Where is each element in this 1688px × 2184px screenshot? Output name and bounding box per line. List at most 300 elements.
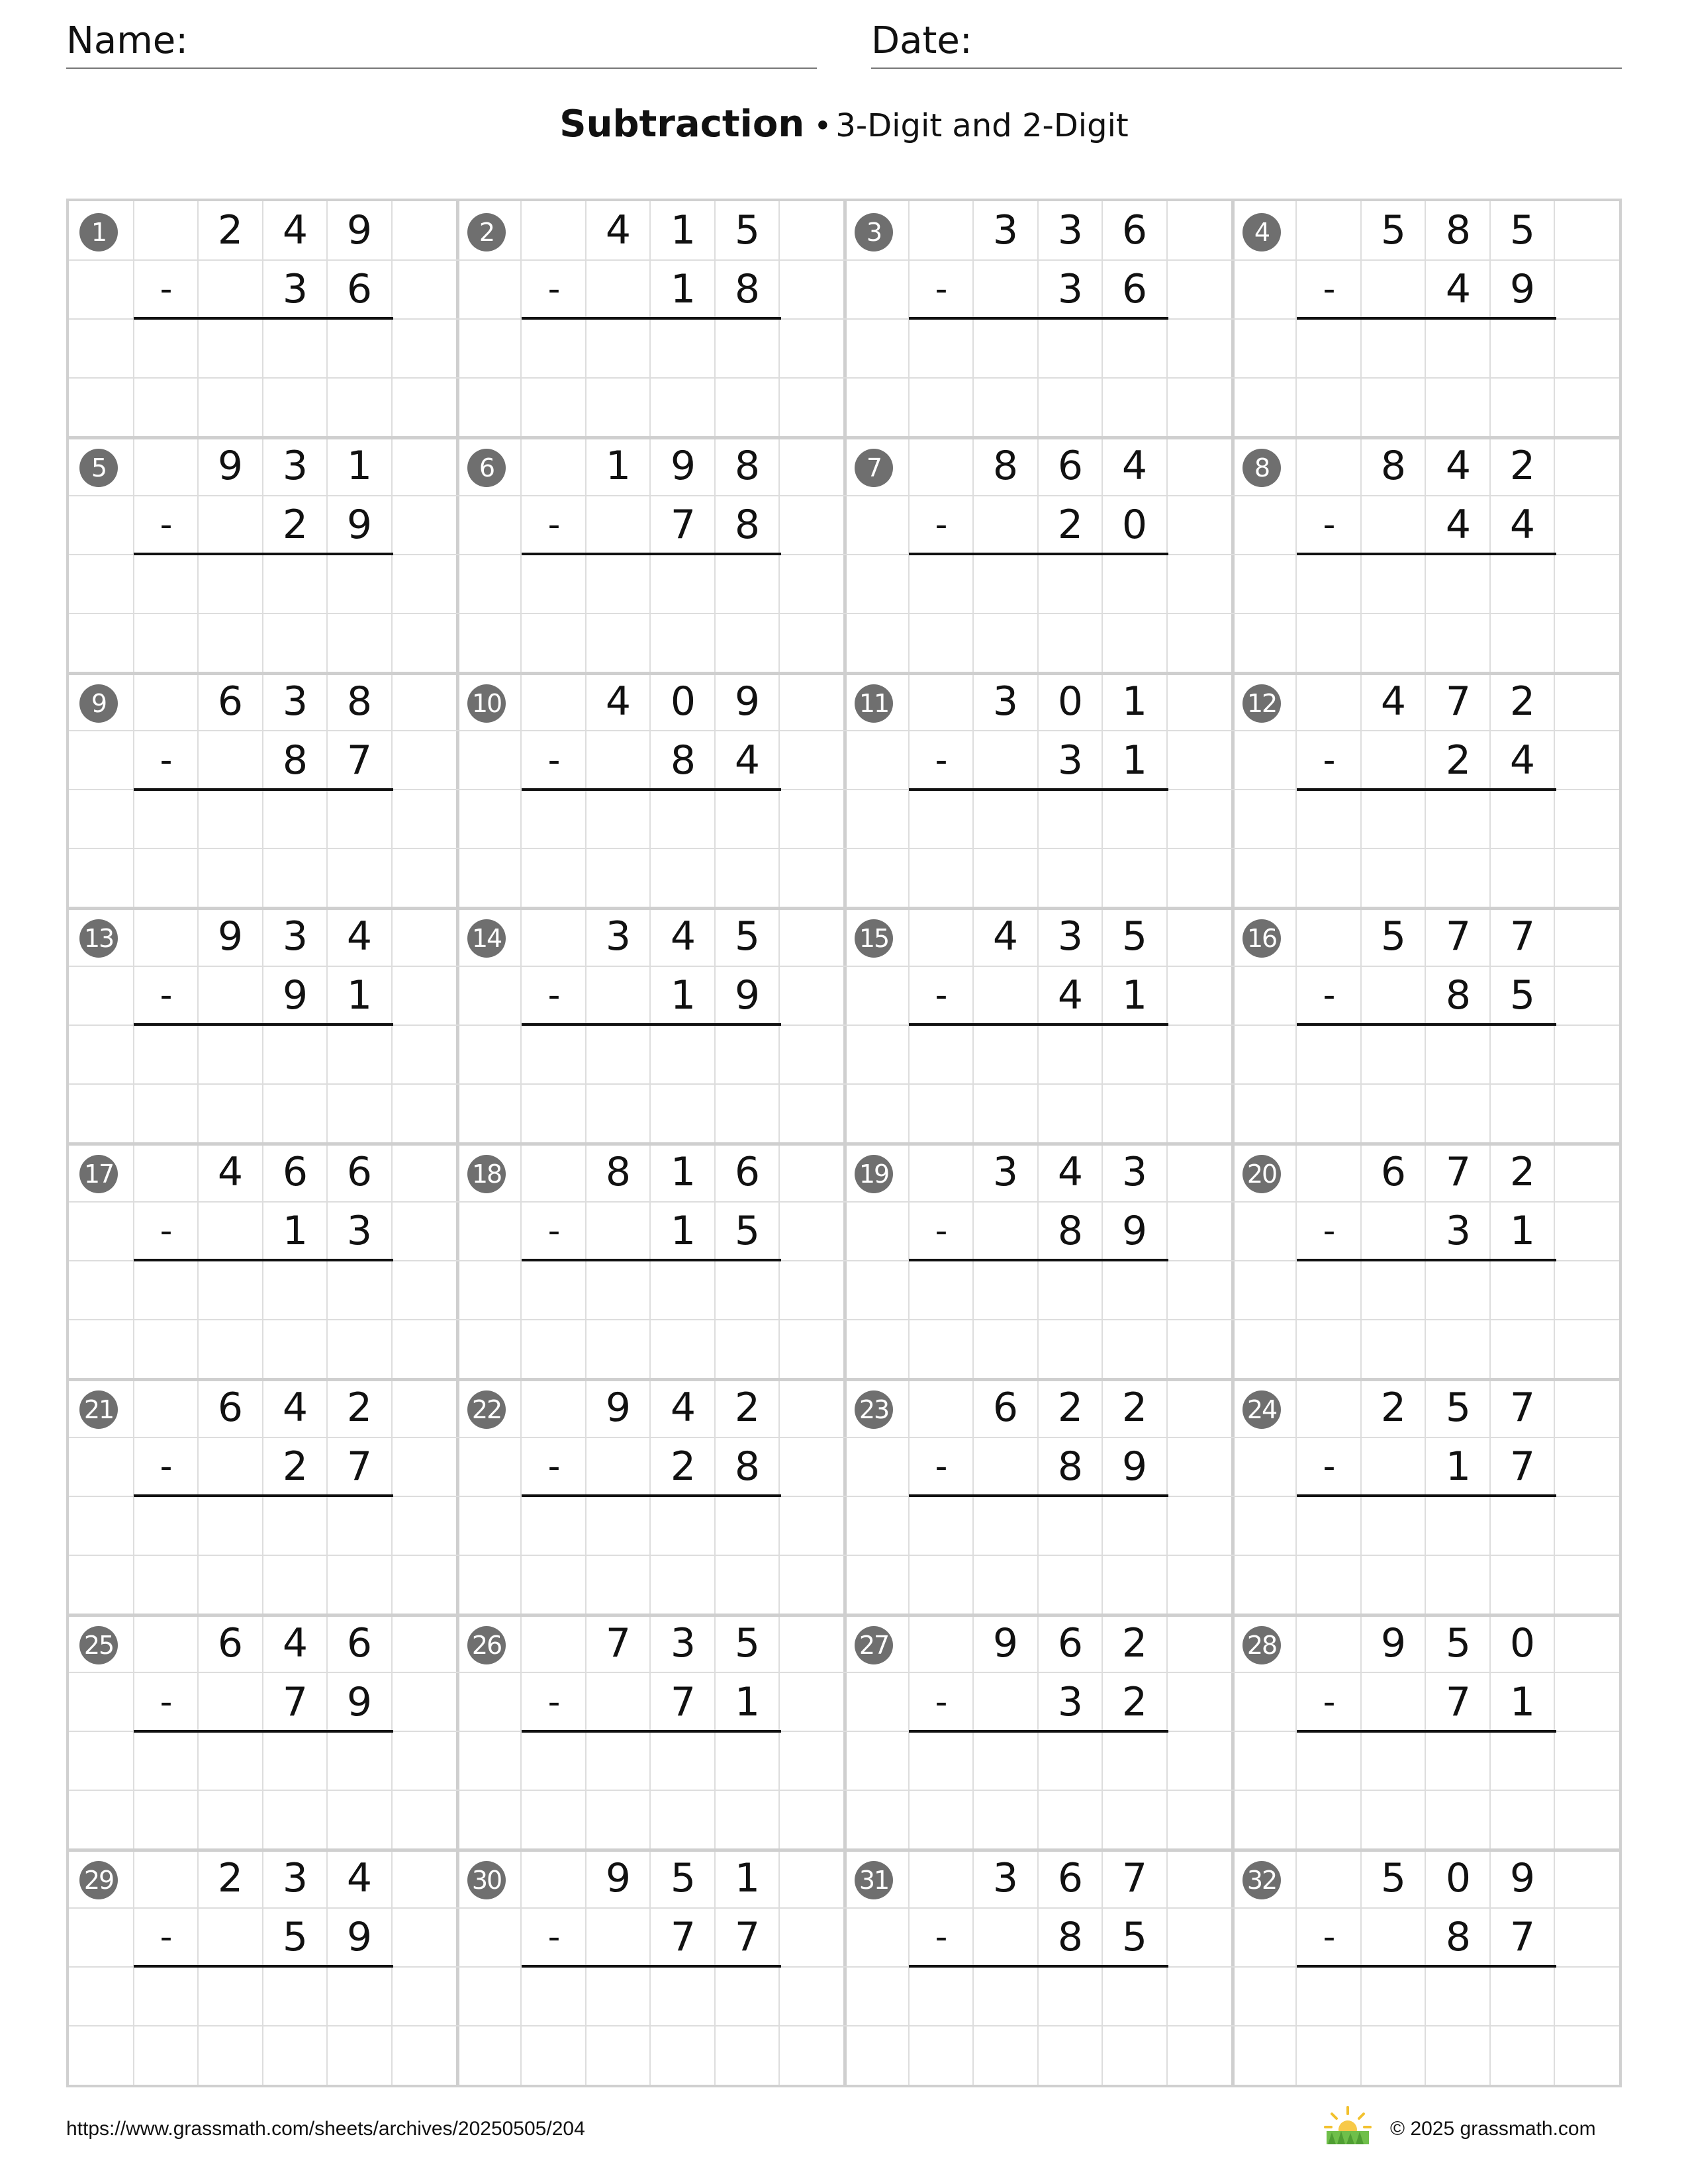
subtrahend-digit: 7	[1445, 1679, 1472, 1725]
answer-area[interactable]	[522, 555, 780, 670]
minuend-digit: 8	[992, 443, 1019, 489]
subtrahend-digit: 1	[734, 1679, 761, 1725]
answer-area[interactable]	[134, 555, 392, 670]
minuend-digit: 4	[605, 207, 632, 253]
problem-number-badge: 31	[855, 1861, 893, 1899]
minuend-digit: 9	[217, 443, 244, 489]
minus-sign: -	[160, 741, 173, 780]
minuend-digit: 6	[217, 678, 244, 725]
problem-grid	[66, 199, 1622, 2087]
subtrahend-digit: 9	[734, 972, 761, 1019]
minuend-digit: 3	[670, 1620, 696, 1666]
answer-area[interactable]	[1297, 1496, 1555, 1612]
subtraction-problem	[457, 1143, 846, 1379]
minuend-digit: 2	[734, 1385, 761, 1431]
minuend-digit: 4	[346, 913, 373, 960]
subtrahend-digit: 8	[1057, 1208, 1084, 1254]
minuend-digit: 2	[346, 1385, 373, 1431]
minuend-digit: 2	[1057, 1385, 1084, 1431]
subtrahend-digit: 3	[1057, 266, 1084, 312]
answer-area[interactable]	[134, 1261, 392, 1376]
subtraction-problem	[1232, 1143, 1621, 1379]
subtraction-problem	[844, 1143, 1233, 1379]
problem-number-badge: 11	[855, 684, 893, 723]
subtraction-problem	[1232, 672, 1621, 908]
subtraction-problem	[1232, 201, 1621, 437]
subtraction-problem	[457, 1614, 846, 1850]
subtrahend-digit: 0	[1121, 502, 1148, 548]
minuend-digit: 4	[1445, 443, 1472, 489]
minuend-digit: 2	[217, 207, 244, 253]
subtrahend-digit: 4	[1509, 737, 1536, 784]
minuend-digit: 1	[734, 1855, 761, 1901]
minus-sign: -	[547, 505, 561, 545]
subtraction-problem	[1232, 1379, 1621, 1614]
subtrahend-digit: 7	[670, 502, 696, 548]
minuend-digit: 4	[1057, 1149, 1084, 1195]
minus-sign: -	[935, 505, 948, 545]
grass-sun-logo-icon	[1323, 2105, 1373, 2146]
subtrahend-digit: 4	[1057, 972, 1084, 1019]
subtraction-problem	[457, 1849, 846, 2085]
minuend-digit: 6	[1380, 1149, 1407, 1195]
minus-sign: -	[547, 1682, 561, 1722]
answer-area[interactable]	[134, 1025, 392, 1140]
subtraction-problem	[69, 437, 458, 672]
minuend-digit: 8	[1445, 207, 1472, 253]
minus-sign: -	[547, 1917, 561, 1957]
subtraction-problem	[844, 437, 1233, 672]
minuend-digit: 5	[1380, 1855, 1407, 1901]
minuend-digit: 2	[1121, 1620, 1148, 1666]
answer-area[interactable]	[1297, 555, 1555, 670]
subtrahend-digit: 2	[1121, 1679, 1148, 1725]
minuend-digit: 4	[282, 207, 308, 253]
answer-area[interactable]	[1297, 319, 1555, 434]
minuend-digit: 0	[1509, 1620, 1536, 1666]
answer-area[interactable]	[1297, 1261, 1555, 1376]
problem-number-badge: 16	[1243, 919, 1281, 958]
minuend-digit: 6	[282, 1149, 308, 1195]
minus-sign: -	[935, 1917, 948, 1957]
minuend-digit: 2	[1380, 1385, 1407, 1431]
minus-sign: -	[935, 1447, 948, 1486]
answer-area[interactable]	[134, 1496, 392, 1612]
subtraction-problem	[457, 1379, 846, 1614]
minuend-digit: 4	[282, 1385, 308, 1431]
subtraction-problem	[69, 672, 458, 908]
footer-url: https://www.grassmath.com/sheets/archives/20250505/204	[66, 2118, 585, 2140]
subtrahend-digit: 2	[282, 502, 308, 548]
subtrahend-digit: 3	[1445, 1208, 1472, 1254]
problem-number-badge: 29	[79, 1861, 118, 1899]
answer-area[interactable]	[134, 790, 392, 905]
problem-number-badge: 17	[79, 1155, 118, 1193]
minus-sign: -	[160, 976, 173, 1015]
minuend-digit: 7	[1509, 1385, 1536, 1431]
subtraction-problem	[1232, 1614, 1621, 1850]
subtrahend-digit: 9	[1121, 1443, 1148, 1490]
minus-sign: -	[547, 1447, 561, 1486]
minuend-digit: 8	[1380, 443, 1407, 489]
title-subtitle: 3-Digit and 2-Digit	[835, 107, 1129, 144]
answer-area[interactable]	[909, 1967, 1167, 2082]
date-label: Date:	[871, 19, 972, 62]
answer-area[interactable]	[909, 1732, 1167, 1847]
subtraction-problem	[69, 1849, 458, 2085]
minuend-digit: 3	[1121, 1149, 1148, 1195]
minuend-digit: 7	[1121, 1855, 1148, 1901]
subtrahend-digit: 7	[670, 1679, 696, 1725]
minuend-digit: 3	[1057, 207, 1084, 253]
minuend-digit: 0	[1445, 1855, 1472, 1901]
minuend-digit: 5	[734, 207, 761, 253]
subtrahend-digit: 7	[346, 737, 373, 784]
subtraction-problem	[844, 1379, 1233, 1614]
subtrahend-digit: 9	[1121, 1208, 1148, 1254]
minus-sign: -	[1323, 1682, 1336, 1722]
minuend-digit: 9	[605, 1855, 632, 1901]
minuend-digit: 6	[346, 1149, 373, 1195]
minuend-digit: 5	[670, 1855, 696, 1901]
minuend-digit: 8	[605, 1149, 632, 1195]
minuend-digit: 7	[1445, 913, 1472, 960]
subtrahend-digit: 6	[1121, 266, 1148, 312]
minuend-digit: 5	[1445, 1620, 1472, 1666]
minuend-digit: 2	[217, 1855, 244, 1901]
subtrahend-digit: 3	[1057, 1679, 1084, 1725]
problem-number-badge: 13	[79, 919, 118, 958]
minuend-digit: 6	[1057, 1620, 1084, 1666]
problem-number-badge: 7	[855, 449, 893, 487]
subtrahend-digit: 8	[734, 1443, 761, 1490]
answer-area[interactable]	[522, 1967, 780, 2082]
subtrahend-digit: 1	[670, 1208, 696, 1254]
subtrahend-digit: 4	[734, 737, 761, 784]
minuend-digit: 3	[1057, 913, 1084, 960]
subtraction-problem	[69, 201, 458, 437]
answer-area[interactable]	[1297, 790, 1555, 905]
minus-sign: -	[547, 1211, 561, 1251]
minuend-digit: 2	[1121, 1385, 1148, 1431]
problem-number-badge: 19	[855, 1155, 893, 1193]
problem-number-badge: 1	[79, 213, 118, 251]
minus-sign: -	[935, 741, 948, 780]
problem-number-badge: 27	[855, 1626, 893, 1664]
problem-number-badge: 22	[467, 1390, 506, 1429]
subtrahend-digit: 8	[734, 266, 761, 312]
minuend-digit: 1	[670, 1149, 696, 1195]
subtrahend-digit: 6	[346, 266, 373, 312]
answer-area[interactable]	[134, 1732, 392, 1847]
problem-number-badge: 28	[1243, 1626, 1281, 1664]
subtrahend-digit: 1	[670, 266, 696, 312]
problem-number-badge: 4	[1243, 213, 1281, 251]
minuend-digit: 6	[217, 1385, 244, 1431]
subtraction-problem	[457, 672, 846, 908]
minuend-digit: 0	[1057, 678, 1084, 725]
minuend-digit: 3	[282, 443, 308, 489]
problem-number-badge: 20	[1243, 1155, 1281, 1193]
subtrahend-digit: 5	[1509, 972, 1536, 1019]
problem-number-badge: 24	[1243, 1390, 1281, 1429]
worksheet-title	[0, 103, 1688, 146]
answer-area[interactable]	[522, 790, 780, 905]
minuend-digit: 3	[282, 913, 308, 960]
subtrahend-digit: 8	[1057, 1443, 1084, 1490]
minuend-digit: 9	[734, 678, 761, 725]
subtraction-problem	[457, 907, 846, 1143]
problem-number-badge: 9	[79, 684, 118, 723]
problem-number-badge: 30	[467, 1861, 506, 1899]
problem-number-badge: 26	[467, 1626, 506, 1664]
minus-sign: -	[160, 1447, 173, 1486]
minuend-digit: 5	[1445, 1385, 1472, 1431]
minuend-digit: 9	[605, 1385, 632, 1431]
subtrahend-digit: 9	[346, 1914, 373, 1960]
subtrahend-digit: 8	[1445, 1914, 1472, 1960]
answer-area[interactable]	[909, 1025, 1167, 1140]
minus-sign: -	[1323, 1211, 1336, 1251]
subtrahend-digit: 7	[734, 1914, 761, 1960]
subtraction-problem	[69, 1143, 458, 1379]
minuend-digit: 3	[605, 913, 632, 960]
subtrahend-digit: 8	[1445, 972, 1472, 1019]
minuend-digit: 4	[1121, 443, 1148, 489]
subtrahend-digit: 4	[1445, 502, 1472, 548]
minus-sign: -	[1323, 505, 1336, 545]
minuend-digit: 4	[670, 913, 696, 960]
subtrahend-digit: 1	[670, 972, 696, 1019]
minuend-digit: 1	[605, 443, 632, 489]
minuend-digit: 7	[1445, 678, 1472, 725]
minuend-digit: 9	[992, 1620, 1019, 1666]
minuend-digit: 9	[670, 443, 696, 489]
minuend-digit: 0	[670, 678, 696, 725]
minuend-digit: 2	[1509, 443, 1536, 489]
title-separator: •	[814, 108, 832, 144]
subtrahend-digit: 7	[670, 1914, 696, 1960]
subtrahend-digit: 5	[734, 1208, 761, 1254]
minuend-digit: 4	[346, 1855, 373, 1901]
minuend-digit: 6	[1057, 1855, 1084, 1901]
name-label: Name:	[66, 19, 189, 62]
answer-area[interactable]	[522, 319, 780, 434]
problem-number-badge: 18	[467, 1155, 506, 1193]
subtrahend-digit: 2	[282, 1443, 308, 1490]
footer-copyright: © 2025 grassmath.com	[1390, 2118, 1596, 2140]
answer-area[interactable]	[1297, 1025, 1555, 1140]
minus-sign: -	[935, 1682, 948, 1722]
subtrahend-digit: 1	[1121, 972, 1148, 1019]
minuend-digit: 4	[1380, 678, 1407, 725]
problem-number-badge: 21	[79, 1390, 118, 1429]
minuend-digit: 7	[605, 1620, 632, 1666]
minus-sign: -	[547, 269, 561, 309]
minuend-digit: 9	[217, 913, 244, 960]
subtrahend-digit: 4	[1509, 502, 1536, 548]
minuend-digit: 3	[282, 1855, 308, 1901]
minuend-digit: 8	[734, 443, 761, 489]
answer-area[interactable]	[522, 1732, 780, 1847]
minuend-digit: 5	[734, 1620, 761, 1666]
minuend-digit: 3	[992, 207, 1019, 253]
minuend-digit: 6	[217, 1620, 244, 1666]
problem-number-badge: 15	[855, 919, 893, 958]
minuend-digit: 5	[1380, 913, 1407, 960]
minus-sign: -	[935, 269, 948, 309]
subtrahend-digit: 3	[1057, 737, 1084, 784]
minus-sign: -	[935, 1211, 948, 1251]
subtrahend-digit: 4	[1445, 266, 1472, 312]
subtraction-problem	[844, 1849, 1233, 2085]
minuend-digit: 6	[346, 1620, 373, 1666]
subtraction-problem	[457, 437, 846, 672]
minuend-digit: 4	[605, 678, 632, 725]
problem-number-badge: 5	[79, 449, 118, 487]
problem-number-badge: 8	[1243, 449, 1281, 487]
minuend-digit: 5	[1380, 207, 1407, 253]
minuend-digit: 3	[992, 1149, 1019, 1195]
answer-area[interactable]	[909, 790, 1167, 905]
title-main: Subtraction	[559, 103, 805, 146]
minuend-digit: 4	[992, 913, 1019, 960]
subtrahend-digit: 9	[346, 502, 373, 548]
answer-area[interactable]	[1297, 1732, 1555, 1847]
minuend-digit: 9	[1380, 1620, 1407, 1666]
subtrahend-digit: 9	[346, 1679, 373, 1725]
subtrahend-digit: 9	[282, 972, 308, 1019]
problem-number-badge: 32	[1243, 1861, 1281, 1899]
subtrahend-digit: 1	[282, 1208, 308, 1254]
subtrahend-digit: 1	[1509, 1679, 1536, 1725]
minuend-digit: 7	[1445, 1149, 1472, 1195]
problem-number-badge: 6	[467, 449, 506, 487]
answer-area[interactable]	[522, 1261, 780, 1376]
minus-sign: -	[160, 1917, 173, 1957]
subtraction-problem	[457, 201, 846, 437]
minuend-digit: 4	[282, 1620, 308, 1666]
minus-sign: -	[1323, 1917, 1336, 1957]
problem-number-badge: 25	[79, 1626, 118, 1664]
minuend-digit: 1	[1121, 678, 1148, 725]
subtrahend-digit: 8	[282, 737, 308, 784]
minuend-digit: 6	[992, 1385, 1019, 1431]
minuend-digit: 3	[992, 1855, 1019, 1901]
minuend-digit: 4	[217, 1149, 244, 1195]
minuend-digit: 8	[346, 678, 373, 725]
subtrahend-digit: 1	[1445, 1443, 1472, 1490]
subtrahend-digit: 8	[734, 502, 761, 548]
subtraction-problem	[1232, 907, 1621, 1143]
minuend-digit: 4	[670, 1385, 696, 1431]
problem-number-badge: 10	[467, 684, 506, 723]
subtraction-problem	[69, 1379, 458, 1614]
subtraction-problem	[844, 201, 1233, 437]
minus-sign: -	[160, 269, 173, 309]
minuend-digit: 3	[282, 678, 308, 725]
minuend-digit: 1	[670, 207, 696, 253]
answer-area[interactable]	[909, 319, 1167, 434]
subtrahend-digit: 1	[1509, 1208, 1536, 1254]
answer-area[interactable]	[134, 319, 392, 434]
subtraction-problem	[69, 1614, 458, 1850]
subtraction-problem	[69, 907, 458, 1143]
minuend-digit: 6	[1121, 207, 1148, 253]
minuend-digit: 6	[734, 1149, 761, 1195]
subtrahend-digit: 7	[1509, 1443, 1536, 1490]
subtrahend-digit: 3	[346, 1208, 373, 1254]
minuend-digit: 5	[1121, 913, 1148, 960]
minus-sign: -	[160, 1682, 173, 1722]
subtrahend-digit: 2	[670, 1443, 696, 1490]
minus-sign: -	[547, 741, 561, 780]
minuend-digit: 9	[346, 207, 373, 253]
answer-area[interactable]	[134, 1967, 392, 2082]
minuend-digit: 5	[1509, 207, 1536, 253]
minuend-digit: 2	[1509, 1149, 1536, 1195]
minuend-digit: 9	[1509, 1855, 1536, 1901]
subtraction-problem	[844, 1614, 1233, 1850]
subtraction-problem	[844, 907, 1233, 1143]
minus-sign: -	[1323, 976, 1336, 1015]
minuend-digit: 3	[992, 678, 1019, 725]
problem-number-badge: 14	[467, 919, 506, 958]
answer-area[interactable]	[522, 1025, 780, 1140]
subtrahend-digit: 2	[1445, 737, 1472, 784]
problem-number-badge: 23	[855, 1390, 893, 1429]
minus-sign: -	[1323, 269, 1336, 309]
problem-number-badge: 12	[1243, 684, 1281, 723]
minus-sign: -	[160, 1211, 173, 1251]
minus-sign: -	[935, 976, 948, 1015]
subtrahend-digit: 7	[282, 1679, 308, 1725]
answer-area[interactable]	[909, 555, 1167, 670]
minuend-digit: 7	[1509, 913, 1536, 960]
problem-number-badge: 2	[467, 213, 506, 251]
minuend-digit: 2	[1509, 678, 1536, 725]
answer-area[interactable]	[1297, 1967, 1555, 2082]
subtrahend-digit: 8	[670, 737, 696, 784]
problem-number-badge: 3	[855, 213, 893, 251]
subtrahend-digit: 9	[1509, 266, 1536, 312]
subtrahend-digit: 2	[1057, 502, 1084, 548]
name-line[interactable]	[66, 68, 817, 69]
subtraction-problem	[1232, 437, 1621, 672]
minus-sign: -	[160, 505, 173, 545]
subtrahend-digit: 3	[282, 266, 308, 312]
date-line[interactable]	[871, 68, 1622, 69]
subtrahend-digit: 7	[1509, 1914, 1536, 1960]
answer-area[interactable]	[522, 1496, 780, 1612]
subtrahend-digit: 7	[346, 1443, 373, 1490]
subtrahend-digit: 1	[1121, 737, 1148, 784]
minuend-digit: 5	[734, 913, 761, 960]
minus-sign: -	[1323, 1447, 1336, 1486]
subtrahend-digit: 8	[1057, 1914, 1084, 1960]
answer-area[interactable]	[909, 1261, 1167, 1376]
answer-area[interactable]	[909, 1496, 1167, 1612]
minuend-digit: 1	[346, 443, 373, 489]
subtraction-problem	[844, 672, 1233, 908]
subtrahend-digit: 1	[346, 972, 373, 1019]
subtrahend-digit: 5	[282, 1914, 308, 1960]
minus-sign: -	[1323, 741, 1336, 780]
subtraction-problem	[1232, 1849, 1621, 2085]
minus-sign: -	[547, 976, 561, 1015]
minuend-digit: 6	[1057, 443, 1084, 489]
subtrahend-digit: 5	[1121, 1914, 1148, 1960]
